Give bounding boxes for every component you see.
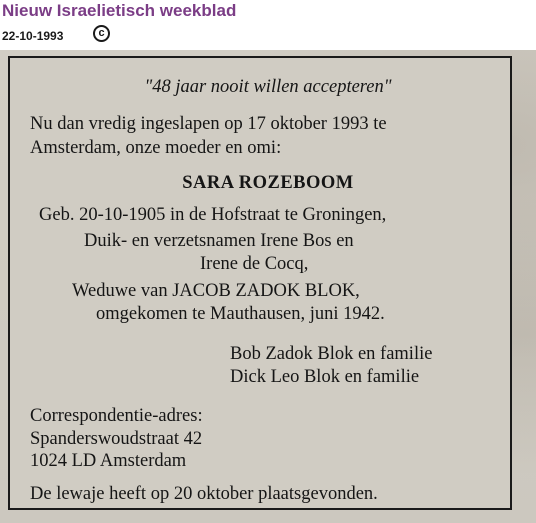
publication-date: 22-10-1993 [2,29,64,43]
closing-line: De lewaje heeft op 20 oktober plaatsgevonden. [30,484,378,504]
aliases-line-2: Irene de Cocq, [200,254,309,274]
address-label: Correspondentie-adres: [30,406,203,426]
address-city: 1024 LD Amsterdam [30,451,187,471]
aliases-line-1: Duik- en verzetsnamen Irene Bos en [84,231,354,251]
family-line-2: Dick Leo Blok en familie [230,367,420,387]
widow-line-1: Weduwe van JACOB ZADOK BLOK, [72,281,360,301]
notice-intro-line-2: Amsterdam, onze moeder en omi: [30,138,282,158]
obituary-notice [0,50,536,523]
newspaper-clipping [0,50,536,523]
family-line-1: Bob Zadok Blok en familie [230,344,433,364]
notice-intro-line-1: Nu dan vredig ingeslapen op 17 oktober 1993 te [30,114,387,134]
publication-title[interactable]: Nieuw Israelietisch weekblad [2,1,237,20]
page-header [0,0,536,50]
birth-line: Geb. 20-10-1905 in de Hofstraat te Groningen, [39,205,387,225]
widow-line-2: omgekomen te Mauthausen, juni 1942. [96,304,385,324]
address-street: Spanderswoudstraat 42 [30,429,203,449]
copyright-icon: c [93,25,110,42]
deceased-name: SARA ROZEBOOM [182,173,354,193]
notice-quote: "48 jaar nooit willen accepteren" [144,77,392,97]
